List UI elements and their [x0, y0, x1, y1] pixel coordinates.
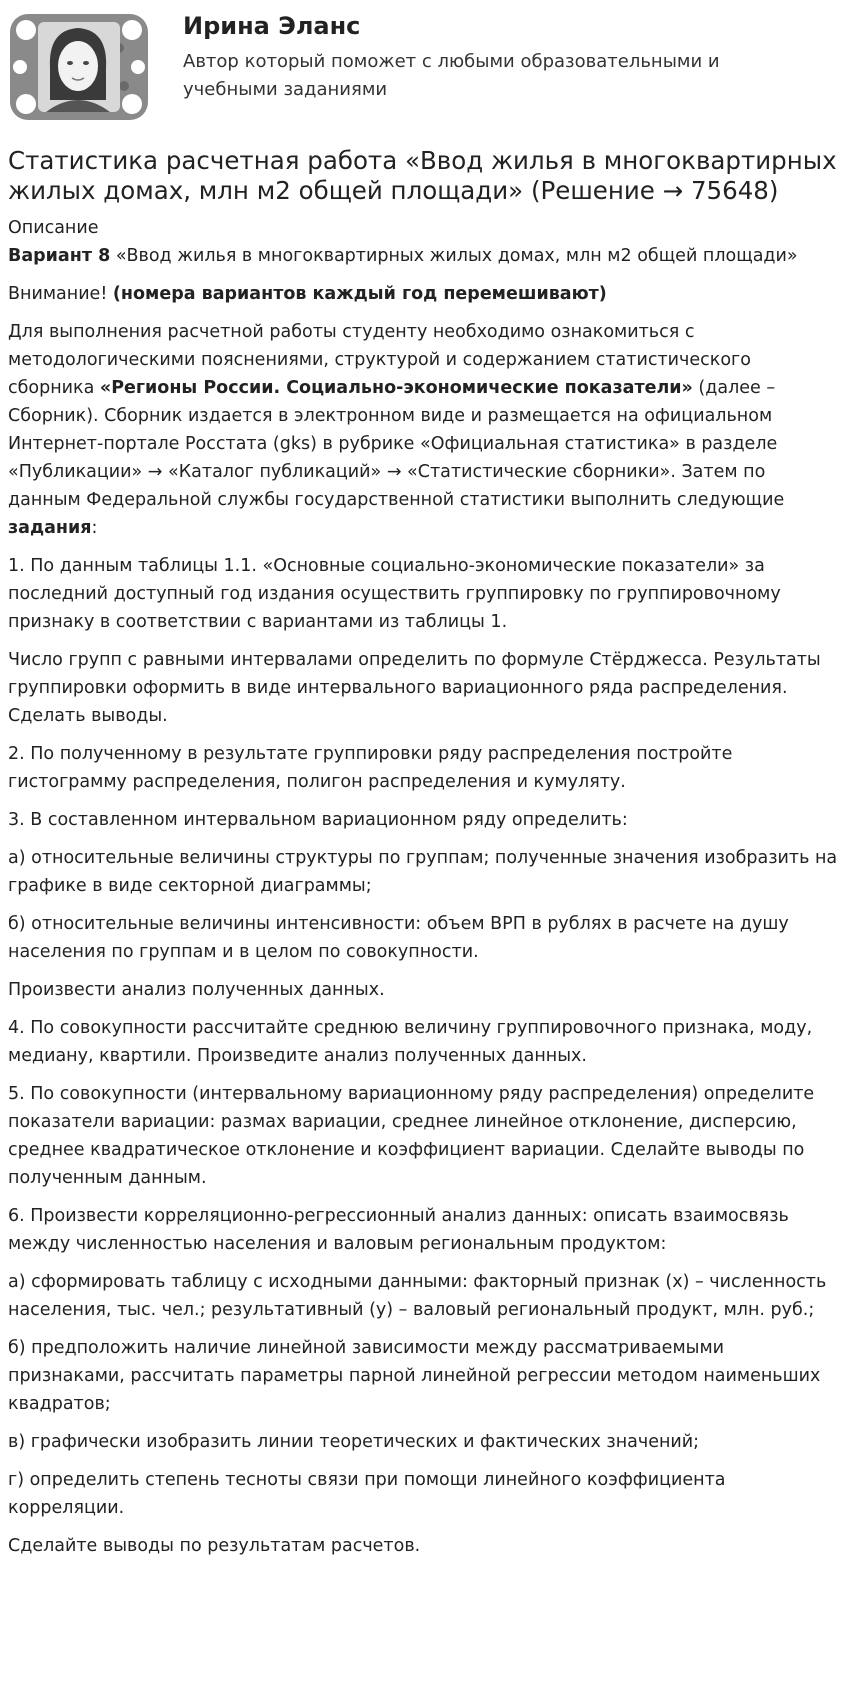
variant-label: Вариант 8 [8, 246, 111, 266]
task-paragraph: в) графически изобразить линии теоретических и фактических значений; [8, 1432, 700, 1452]
avatar-face [58, 41, 98, 91]
warning-prefix: Внимание! [8, 284, 113, 304]
author-description: Автор который поможет с любыми образовательными и учебными заданиями [183, 51, 720, 100]
intro-text-1: Для выполнения расчетной работы студенту необходимо ознакомиться с методологическими пояснениями, структурой и содержанием статистического сборника [8, 322, 751, 398]
intro-text-2: (далее – Сборник). Сборник издается в электронном виде и размещается на официальном Интернет-портале Росстата (gks) в рубрике «Официальная статистика» в разделе «Публикации» → «Каталог публикаций» → «Статистические сборники». Затем по данным Федеральной службы государственной статистики выполнить следующие [8, 378, 785, 510]
task-paragraph: г) определить степень тесноты связи при помощи линейного коэффициента корреляции. [8, 1470, 726, 1518]
task-paragraph: 2. По полученному в результате группировки ряду распределения постройте гистограмму распределения, полигон распределения и кумуляту. [8, 744, 733, 792]
variant-paragraph [8, 242, 838, 270]
author-card [0, 0, 847, 130]
intro-bold-collection: «Регионы России. Социально-экономические показатели» [99, 378, 693, 398]
author-name[interactable]: Ирина Эланс [183, 12, 361, 40]
description-label: Описание [8, 218, 99, 238]
task-paragraph: а) относительные величины структуры по группам; полученные значения изобразить на графике в виде секторной диаграммы; [8, 848, 838, 896]
author-avatar[interactable] [6, 8, 152, 126]
article [8, 146, 838, 1570]
task-paragraph: б) относительные величины интенсивности: объем ВРП в рублях в расчете на душу населения по группам и в целом по совокупности. [8, 914, 789, 962]
intro-paragraph [8, 318, 838, 542]
task-paragraph: 1. По данным таблицы 1.1. «Основные социально-экономические показатели» за последний доступный год издания осуществить группировку по группировочному признаку в соответствии с вариантами из таблицы 1. [8, 556, 781, 632]
warning-paragraph [8, 280, 838, 308]
intro-text-3: : [91, 518, 98, 538]
intro-bold-tasks: задания [8, 518, 92, 538]
task-paragraph: Сделайте выводы по результатам расчетов. [8, 1536, 421, 1556]
variant-text: «Ввод жилья в многоквартирных жилых домах, млн м2 общей площади» [110, 246, 798, 266]
task-paragraph: Число групп с равными интервалами определить по формуле Стёрджесса. Результаты группировки оформить в виде интервального вариационного ряда распределения. Сделать выводы. [8, 650, 821, 726]
task-paragraph: а) сформировать таблицу с исходными данными: факторный признак (x) – численность населения, тыс. чел.; результативный (y) – валовый региональный продукт, млн. руб.; [8, 1272, 827, 1320]
page-title: Статистика расчетная работа «Ввод жилья в многоквартирных жилых домах, млн м2 общей площади» (Решение → 75648) [8, 146, 837, 205]
task-paragraph: б) предположить наличие линейной зависимости между рассматриваемыми признаками, рассчитать параметры парной линейной регрессии методом наименьших квадратов; [8, 1338, 821, 1414]
task-paragraph: 4. По совокупности рассчитайте среднюю величину группировочного признака, моду, медиану, квартили. Произведите анализ полученных данных. [8, 1018, 813, 1066]
task-paragraph: 6. Произвести корреляционно-регрессионный анализ данных: описать взаимосвязь между численностью населения и валовым региональным продуктом: [8, 1206, 789, 1254]
warning-bold: (номера вариантов каждый год перемешивают) [112, 284, 607, 304]
task-paragraph: 5. По совокупности (интервальному вариационному ряду распределения) определите показатели вариации: размах вариации, среднее линейное отклонение, дисперсию, среднее квадратическое отклонение и коэффициент вариации. Сделайте выводы по полученным данным. [8, 1084, 815, 1188]
task-paragraph: 3. В составленном интервальном вариационном ряду определить: [8, 810, 628, 830]
task-paragraph: Произвести анализ полученных данных. [8, 980, 385, 1000]
